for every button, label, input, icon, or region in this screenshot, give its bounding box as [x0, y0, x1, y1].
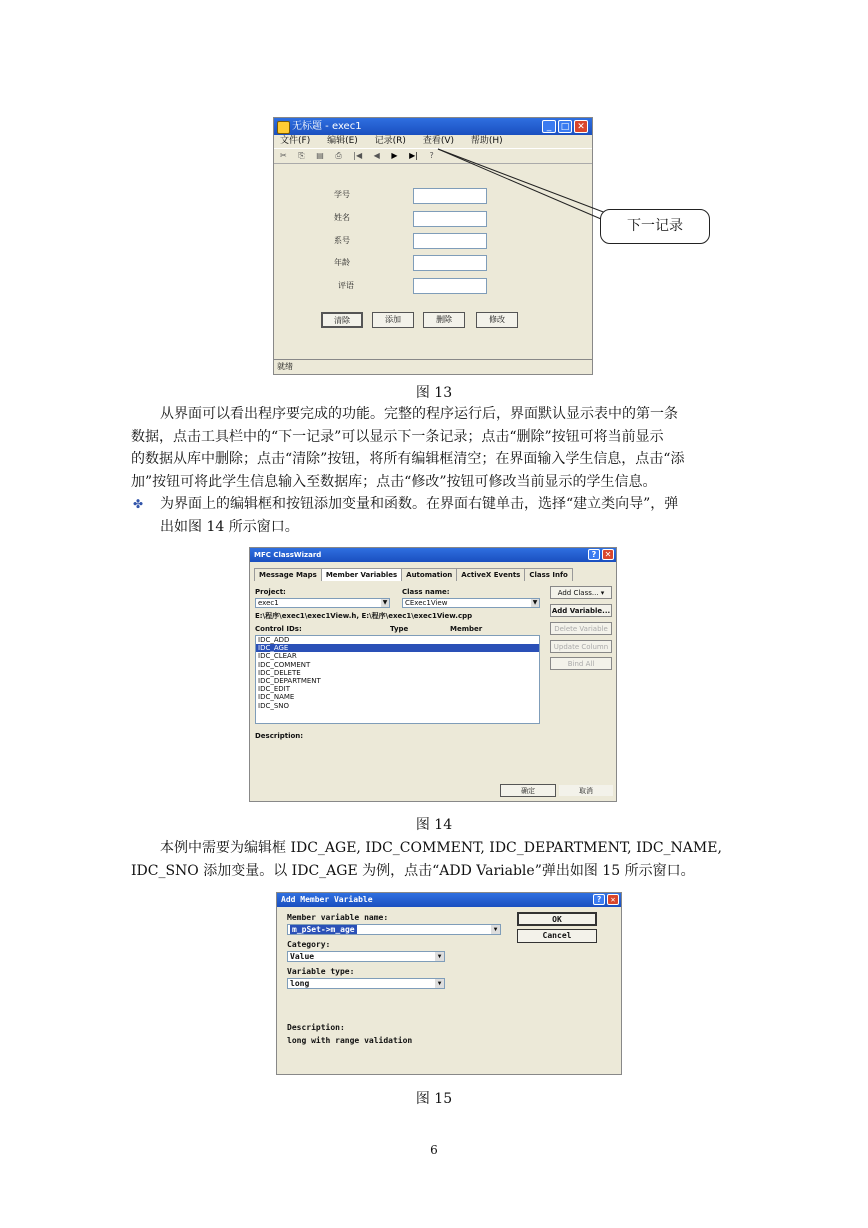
cancel-button[interactable]: 取消: [558, 784, 614, 797]
tab-strip: [254, 568, 572, 581]
print-icon[interactable]: ⎙: [335, 151, 342, 160]
variable-type-label: Variable type:: [287, 967, 355, 976]
figure-15-add-member-variable: [276, 892, 622, 1075]
label-dept: 系号: [334, 236, 350, 245]
category-label: Category:: [287, 940, 331, 949]
tab-message-maps[interactable]: Message Maps: [254, 568, 322, 581]
classname-label: Class name:: [402, 588, 450, 596]
modify-button[interactable]: 修改: [476, 312, 518, 328]
copy-icon[interactable]: ⎘: [298, 151, 305, 160]
figure-14-caption: 图 14: [415, 817, 453, 833]
menu-view[interactable]: 查看(V): [422, 136, 455, 146]
update-column-button[interactable]: Update Column: [550, 640, 612, 653]
close-icon[interactable]: ✕: [574, 120, 588, 133]
label-comment: 评语: [338, 281, 354, 290]
variable-type-value: long: [290, 979, 310, 988]
figure-15-caption: 图 15: [415, 1091, 453, 1107]
bullet-line-1: 为界面上的编辑框和按钮添加变量和函数。在界面右键单击，选择“建立类向导”，弹: [160, 496, 679, 512]
project-value: exec1: [258, 599, 279, 607]
delete-variable-button[interactable]: Delete Variable: [550, 622, 612, 635]
close-icon[interactable]: ✕: [607, 894, 619, 905]
list-item[interactable]: IDC_COMMENT: [258, 660, 311, 669]
paragraph-1-line-2: 数据，点击工具栏中的“下一记录”可以显示下一条记录；点击“删除”按钮可将当前显示: [131, 429, 664, 445]
member-header: Member: [450, 625, 483, 633]
paragraph-2-line-1: 本例中需要为编辑框 IDC_AGE, IDC_COMMENT, IDC_DEPARTMENT, IDC_NAME,: [160, 840, 722, 856]
chevron-down-icon: ▼: [435, 979, 444, 988]
help-icon[interactable]: ?: [588, 549, 600, 560]
tab-activex-events[interactable]: ActiveX Events: [456, 568, 525, 581]
label-student-no: 学号: [334, 190, 350, 199]
paste-icon[interactable]: ▤: [316, 151, 324, 160]
list-item[interactable]: IDC_NAME: [258, 693, 295, 702]
list-item[interactable]: IDC_DELETE: [258, 668, 301, 677]
last-record-icon[interactable]: ▶|: [409, 151, 418, 160]
classwizard-titlebar: [250, 548, 616, 562]
control-ids-list[interactable]: [255, 635, 540, 724]
callout-pointer: [0, 0, 868, 400]
paragraph-1-line-4: 加”按钮可将此学生信息输入至数据库；点击“修改”按钮可修改当前显示的学生信息。: [131, 474, 657, 490]
page-number: 6: [430, 1143, 438, 1157]
maximize-icon[interactable]: □: [558, 120, 572, 133]
next-record-icon[interactable]: ▶: [391, 151, 398, 160]
ok-button[interactable]: OK: [517, 912, 597, 926]
project-label: Project:: [255, 588, 286, 596]
classwizard-title: MFC ClassWizard: [254, 551, 322, 559]
label-age: 年龄: [334, 258, 350, 267]
dialog-titlebar: [277, 893, 621, 907]
add-class-button[interactable]: Add Class... ▾: [550, 586, 612, 599]
figure-14-classwizard: [249, 547, 617, 802]
delete-button[interactable]: 删除: [423, 312, 465, 328]
add-variable-button[interactable]: Add Variable...: [550, 604, 612, 617]
chevron-down-icon: ▼: [532, 599, 538, 606]
label-name: 姓名: [334, 213, 350, 222]
bullet-icon: ✤: [133, 497, 144, 511]
tab-class-info[interactable]: Class Info: [524, 568, 572, 581]
member-name-combo[interactable]: [287, 924, 501, 935]
classname-value: CExec1View: [405, 599, 448, 607]
menu-help[interactable]: 帮助(H): [470, 136, 503, 146]
list-item[interactable]: IDC_DEPARTMENT: [258, 676, 321, 685]
category-value: Value: [290, 952, 315, 961]
status-bar: 就绪: [274, 359, 592, 374]
first-record-icon[interactable]: |◀: [353, 151, 363, 160]
description-value: long with range validation: [287, 1036, 413, 1045]
variable-type-combo[interactable]: [287, 978, 445, 989]
prev-record-icon[interactable]: ◀: [373, 151, 380, 160]
dialog-title: Add Member Variable: [281, 895, 373, 904]
control-ids-header: Control IDs:: [255, 625, 302, 633]
list-item[interactable]: IDC_ADD: [258, 636, 290, 644]
description-label: Description:: [255, 732, 304, 740]
ok-button[interactable]: 确定: [500, 784, 556, 797]
project-combo[interactable]: [255, 598, 390, 608]
classname-combo[interactable]: [402, 598, 540, 608]
list-item[interactable]: IDC_EDIT: [258, 685, 290, 694]
member-name-label: Member variable name:: [287, 913, 389, 922]
type-header: Type: [390, 625, 409, 633]
cut-icon[interactable]: ✂: [280, 151, 287, 160]
bullet-line-2: 出如图 14 所示窗口。: [160, 519, 299, 535]
list-item[interactable]: IDC_CLEAR: [258, 652, 297, 661]
close-icon[interactable]: ✕: [602, 549, 614, 560]
member-name-value: m_pSet->m_age: [292, 925, 355, 934]
menu-edit[interactable]: 编辑(E): [327, 136, 358, 146]
cancel-button[interactable]: Cancel: [517, 929, 597, 943]
category-combo[interactable]: [287, 951, 445, 962]
paragraph-1-line-3: 的数据从库中删除；点击“清除”按钮，将所有编辑框清空；在界面输入学生信息，点击“添: [131, 451, 685, 467]
help-icon[interactable]: ?: [429, 151, 434, 160]
clear-button[interactable]: 清除: [321, 312, 363, 328]
chevron-down-icon: ▼: [382, 599, 388, 606]
callout-next-record: 下一记录: [600, 209, 710, 244]
file-path: E:\程序\exec1\exec1View.h, E:\程序\exec1\exec1View.cpp: [255, 612, 473, 620]
bind-all-button[interactable]: Bind All: [550, 657, 612, 670]
tab-member-variables[interactable]: Member Variables: [321, 568, 402, 581]
list-item-selected[interactable]: IDC_AGE: [256, 644, 539, 652]
list-item[interactable]: IDC_SNO: [258, 701, 290, 710]
help-icon[interactable]: ?: [593, 894, 605, 905]
minimize-icon[interactable]: _: [542, 120, 556, 133]
paragraph-2-line-2: IDC_SNO 添加变量。以 IDC_AGE 为例，点击“ADD Variable”弹出如图 15 所示窗口。: [131, 863, 695, 879]
figure-13-caption: 图 13: [415, 385, 453, 401]
add-button[interactable]: 添加: [372, 312, 414, 328]
paragraph-1-line-1: 从界面可以看出程序要完成的功能。完整的程序运行后，界面默认显示表中的第一条: [160, 406, 678, 422]
window-title: 无标题 - exec1: [292, 121, 362, 132]
chevron-down-icon: ▼: [435, 952, 444, 961]
chevron-down-icon: ▼: [491, 925, 500, 934]
tab-automation[interactable]: Automation: [401, 568, 457, 581]
menu-file[interactable]: 文件(F): [280, 136, 311, 146]
description-label: Description:: [287, 1023, 345, 1032]
menu-record[interactable]: 记录(R): [374, 136, 406, 146]
